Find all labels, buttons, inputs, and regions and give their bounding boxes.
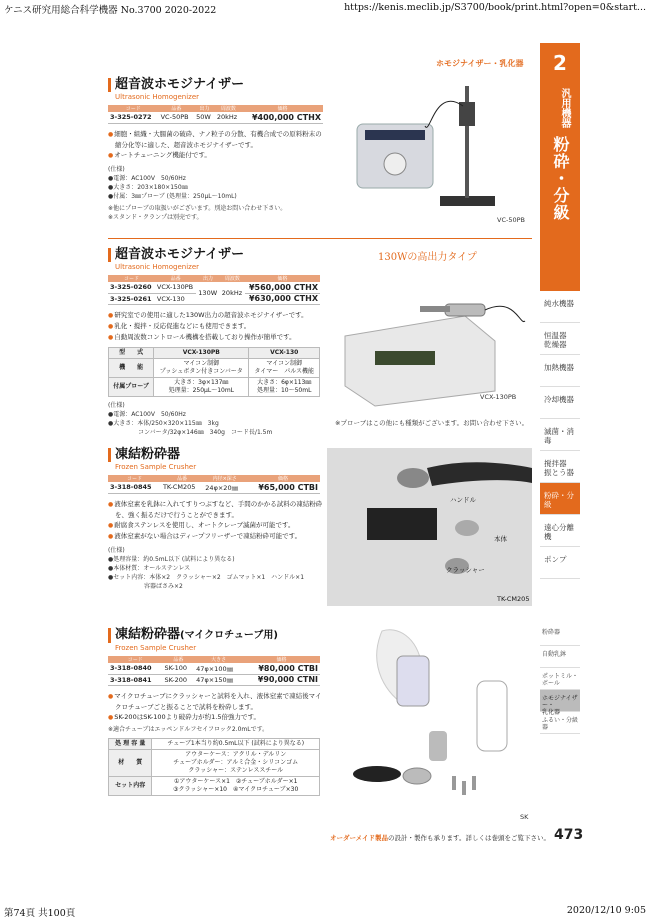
side-index-item[interactable]: 恒温器 乾燥器 xyxy=(540,323,580,355)
photo-caption-handle: ハンドル xyxy=(450,496,476,504)
side-index-item[interactable]: 滅菌・消毒 xyxy=(540,419,580,451)
side-index-item[interactable]: 純水機器 xyxy=(540,291,580,323)
sub-index-item[interactable]: ふるい・分級器 xyxy=(540,712,580,734)
side-index-item[interactable]: 撹拌器 振とう器 xyxy=(540,451,580,483)
photo-caption: VCX-130PB xyxy=(480,393,517,401)
print-datetime: 2020/12/10 9:05 xyxy=(566,905,646,916)
product-title: 超音波ホモジナイザー xyxy=(108,248,333,262)
feature-list: ● 細胞・組織・大腸菌の破砕、ナノ粒子の分散、有機合成での原料粉末の縮分化等に適した、超音波ホモジナイザーです。 ● オートチューニング機能付です。 xyxy=(108,129,323,161)
price-table: コード 品番 内径×深さ 価格 3-318-0845 TK-CM205 24φ×20㎜ ¥65,000 CTBI xyxy=(110,476,318,492)
side-index-item[interactable]: ポンプ xyxy=(540,547,580,579)
browser-footer xyxy=(0,903,650,919)
sub-index-item[interactable]: 自動乳鉢 xyxy=(540,646,580,668)
photo-caption-model: TK-CM205 xyxy=(497,595,530,603)
side-index-item[interactable]: 冷却機器 xyxy=(540,387,580,419)
product-section-vcx130: 超音波ホモジナイザー Ultrasonic Homogenizer コード 品番 出力 周波数 価格 3-325-0260 VCX-130PB 130W 20kHz ¥560,000 CTHX 3-325-0261 VCX-130 ¥630,000 CTHX ● 研究室での使用に適した130W出力の超音波ホモジナイザーです。 ● 乳化・撹拌・反応促進などにも使用できます。 ● 自動周波数コントロール機構を搭載しており操作が簡単です。 型 式 VCX-130PB VCX-130 機 能 マイコン制御 プッシュボタン付きコンバータ マイコン制御 タイマー パルス機能 付属プローブ 大きさ：3φ×137㎜ 処理量：250μL～10mL 大きさ：6φ×113㎜ 処理量：10～50mL (仕様) ●電源：AC100V 50/60Hz ●大きさ：本体/250×320×115㎜ 3kg コンバータ/32φ×146㎜ 340g コード長/1.5m xyxy=(108,248,333,437)
product-title-en: Ultrasonic Homogenizer xyxy=(115,93,200,101)
table-row: 3-318-0845 TK-CM205 24φ×20㎜ ¥65,000 CTBI xyxy=(110,482,318,492)
product-title-en: Ultrasonic Homogenizer xyxy=(115,263,200,271)
product-title-en: Frozen Sample Crusher xyxy=(115,644,197,652)
product-section-tkcm205: 凍結粉砕器 Frozen Sample Crusher コード 品番 内径×深さ 価格 3-318-0845 TK-CM205 24φ×20㎜ ¥65,000 CTBI ● 液体窒素を乳鉢に入れてすりつぶすなど、手間のかかる試料の凍結粉砕を、強く振るだけで行うことができます。 ● 耐腐食ステンレスを使用し、オートクレーブ滅菌が可能です。 ● 液体窒素がない場合はディープフリーザーで凍結粉砕可能です。 (仕様) ●処理容量：約0.5mL以下 (試料により異なる) ●本体材質：オールステンレス ●セット内容：本体×2 クラッシャー×2 ゴムマット×1 ハンドル×1 容器ばさみ×2 xyxy=(108,448,323,591)
product-section-sk: 凍結粉砕器(マイクロチューブ用) Frozen Sample Crusher コード 品番 大きさ 価格 3-318-0840 SK-100 47φ×100㎜ ¥80,000 CTBI 3-318-0841 SK-200 47φ×150㎜ ¥90,000 CTNI ● マイクロチューブにクラッシャーと試料を入れ、液体窒素で凍結後マイクロチューブごと振ることで試料を粉砕します。 ● SK-200はSK-100より破砕力が約1.5倍強力です。 ※適合チューブはエッペンドルフセイフロック2.0mLです。 処 理 容 量 チューブ1本当り約0.5mL以下 (試料により異なる) 材 質 アウターケース：アクリル・デルリン チューブホルダー：アルミ合金・シリコンゴム クラッシャー：ステンレススチール セット内容 ①アウターケース×1 ②チューブホルダー×1 ③クラッシャー×10 ④マイクロチューブ×30 xyxy=(108,628,323,796)
vc50pb-photo xyxy=(335,76,530,236)
price-table: コード 品番 大きさ 価格 3-318-0840 SK-100 47φ×100㎜ ¥80,000 CTBI 3-318-0841 SK-200 47φ×150㎜ ¥90,000 CTNI xyxy=(110,657,318,684)
order-note: オーダーメイド製品の設計・製作も承ります。詳しくは巻頭をご覧下さい。 xyxy=(330,834,551,842)
sk-photo xyxy=(327,626,532,831)
sub-index-item[interactable]: 粉砕器 xyxy=(540,624,580,646)
table-row: 3-318-0840 SK-100 47φ×100㎜ ¥80,000 CTBI xyxy=(110,663,318,673)
product-section-vc50pb: 超音波ホモジナイザー Ultrasonic Homogenizer コード 品番 出力 周波数 価格 3-325-0272 VC-50PB 50W 20kHz ¥400,000 CTHX ● 細胞・組織・大腸菌の破砕、ナノ粒子の分散、有機合成での原料粉末の縮分化等に適した、超音波ホモジナイザーです。 ● オートチューニング機能付です。 (仕様) ●電源：AC100V 50/60Hz ●大きさ：203×180×150㎜ ●付属：3㎜プローブ (処理量：250μL～10mL) ※他にプローブの取扱いがございます。別途お問い合わせ下さい。 ※スタンド・クランプは別売です。 xyxy=(108,78,323,222)
photo-caption-crusher: クラッシャー xyxy=(446,566,485,574)
page-number: 473 xyxy=(554,827,584,843)
product-title: 凍結粉砕器 xyxy=(108,448,323,462)
side-index-item[interactable]: 遠心分離機 xyxy=(540,515,580,547)
chapter-number: 2 xyxy=(540,43,580,83)
detail-table xyxy=(108,738,320,796)
product-title: 超音波ホモジナイザー xyxy=(108,78,323,92)
table-row: 3-325-0260 VCX-130PB 130W 20kHz ¥560,000 CTHX xyxy=(108,282,320,293)
price-table: コード 品番 出力 周波数 価格 3-325-0260 VCX-130PB 130W 20kHz ¥560,000 CTHX 3-325-0261 VCX-130 ¥630,000 CTHX xyxy=(110,276,318,303)
sub-index-item-active[interactable]: ホモジナイザー・ 乳化器 xyxy=(540,690,580,712)
table-row: 機 能 マイコン制御 プッシュボタン付きコンバータ マイコン制御 タイマー パルス機能 xyxy=(109,358,320,377)
table-row: 3-325-0272 VC-50PB 50W 20kHz ¥400,000 CTHX xyxy=(110,112,321,122)
catalog-page xyxy=(0,16,650,903)
chapter-subtitle: 汎用機器 xyxy=(559,88,570,128)
photo-caption: SK xyxy=(520,813,529,821)
side-index-item[interactable]: 加熱機器 xyxy=(540,355,580,387)
product-title: 凍結粉砕器(マイクロチューブ用) xyxy=(108,628,323,643)
side-index xyxy=(540,291,580,579)
feature-list: ● 液体窒素を乳鉢に入れてすりつぶすなど、手間のかかる試料の凍結粉砕を、強く振るだけで行うことができます。 ● 耐腐食ステンレスを使用し、オートクレーブ滅菌が可能です。 ● 液体窒素がない場合はディープフリーザーで凍結粉砕可能です。 xyxy=(108,499,323,542)
table-row: セット内容 ①アウターケース×1 ②チューブホルダー×1 ③クラッシャー×10 ④マイクロチューブ×30 xyxy=(109,776,320,795)
section-divider xyxy=(108,238,532,239)
document-title: ケニス研究用総合科学機器 No.3700 2020-2022 xyxy=(4,5,217,16)
photo-caption-body: 本体 xyxy=(494,535,507,543)
tkcm205-photo xyxy=(327,448,532,606)
comparison-table: 型 式 VCX-130PB VCX-130 機 能 マイコン制御 プッシュボタン付きコンバータ マイコン制御 タイマー パルス機能 付属プローブ 大きさ：3φ×137㎜ 処理量：250μL～10mL 大きさ：6φ×113㎜ 処理量：10～50mL xyxy=(108,347,320,397)
feature-list: ● 研究室での使用に適した130W出力の超音波ホモジナイザーです。 ● 乳化・撹拌・反応促進などにも使用できます。 ● 自動周波数コントロール機構を搭載しており操作が簡単です。 xyxy=(108,310,333,343)
product-title-en: Frozen Sample Crusher xyxy=(115,463,197,471)
catch-copy: 130Wの高出力タイプ xyxy=(378,252,477,263)
chapter-title: 粉砕・分級 xyxy=(551,136,570,221)
table-row: 材 質 アウターケース：アクリル・デルリン チューブホルダー：アルミ合金・シリコンゴム クラッシャー：ステンレススチール xyxy=(109,749,320,776)
price-table: コード 品番 出力 周波数 価格 3-325-0272 VC-50PB 50W 20kHz ¥400,000 CTHX xyxy=(110,106,321,122)
probe-note: ※プローブはこの他にも種類がございます。お問い合わせ下さい。 xyxy=(335,419,529,427)
page-count: 第74頁 共100頁 xyxy=(4,908,76,919)
feature-list: ● マイクロチューブにクラッシャーと試料を入れ、液体窒素で凍結後マイクロチューブごと振ることで試料を粉砕します。 ● SK-200はSK-100より破砕力が約1.5倍強力です。 xyxy=(108,691,323,723)
page-url: https://kenis.meclib.jp/S3700/book/print.html?open=0&start... xyxy=(344,2,646,13)
table-row: 3-325-0261 VCX-130 ¥630,000 CTHX xyxy=(110,294,318,303)
sub-index xyxy=(540,624,580,734)
sub-index-item[interactable]: ポットミル・ ボール xyxy=(540,668,580,690)
photo-caption: VC-50PB xyxy=(497,216,525,224)
side-index-item-active[interactable]: 粉砕・分級 xyxy=(540,483,580,515)
table-row: 付属プローブ 大きさ：3φ×137㎜ 処理量：250μL～10mL 大きさ：6φ×113㎜ 処理量：10～50mL xyxy=(109,377,320,396)
table-row: 処 理 容 量 チューブ1本当り約0.5mL以下 (試料により異なる) xyxy=(109,738,320,749)
category-label: ホモジナイザー・乳化器 xyxy=(436,59,524,68)
browser-header xyxy=(0,0,650,16)
table-row: 3-318-0841 SK-200 47φ×150㎜ ¥90,000 CTNI xyxy=(110,675,318,684)
